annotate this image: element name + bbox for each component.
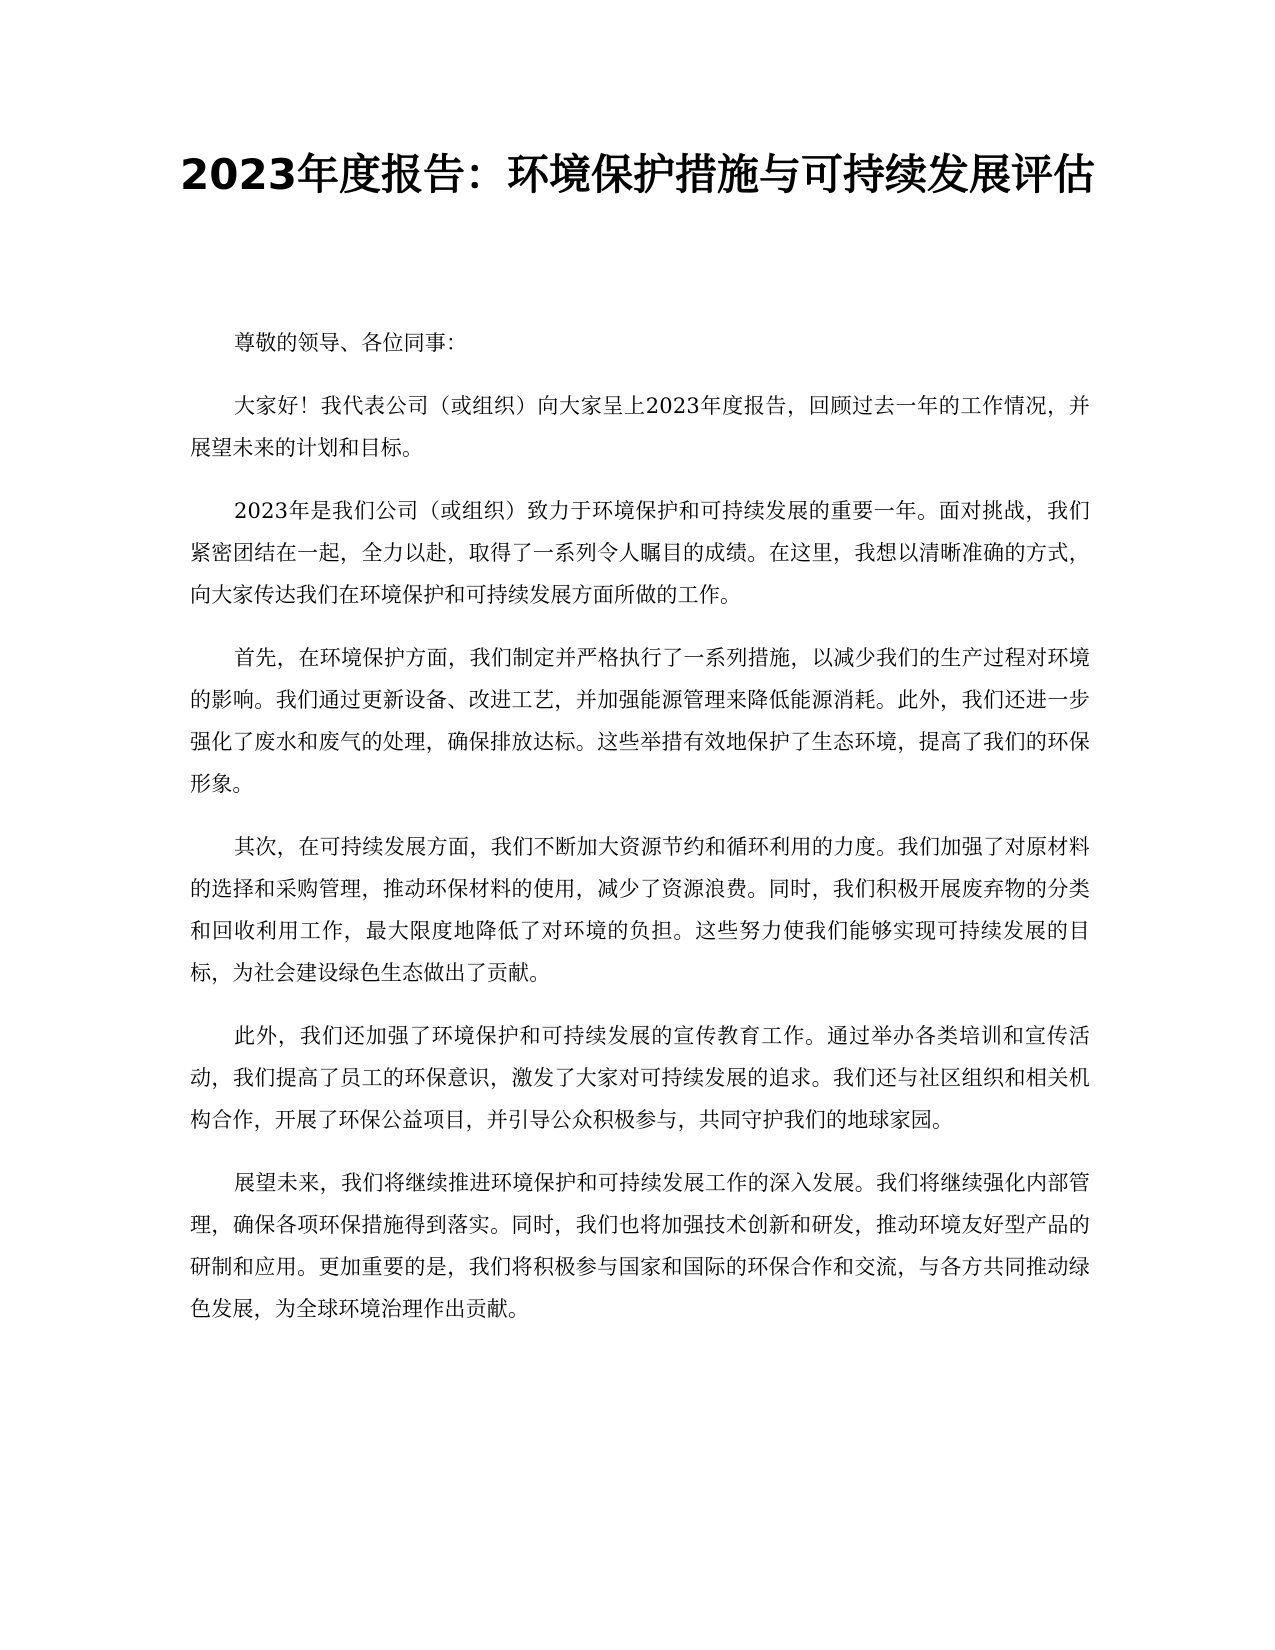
- sustainable-development-paragraph: 其次，在可持续发展方面，我们不断加大资源节约和循环利用的力度。我们加强了对原材料的选择和采购管理，推动环保材料的使用，减少了资源浪费。同时，我们积极开展废弃物的分类和回收利用工作，最大限度地降低了对环境的负担。这些努力使我们能够实现可持续发展的目标，为社会建设绿色生态做出了贡献。: [190, 835, 1090, 985]
- overview-paragraph: 2023年是我们公司（或组织）致力于环境保护和可持续发展的重要一年。面对挑战，我们紧密团结在一起，全力以赴，取得了一系列令人瞩目的成绩。在这里，我想以清晰准确的方式，向大家传达我们在环境保护和可持续发展方面所做的工作。: [190, 499, 1090, 607]
- intro-paragraph: 大家好！我代表公司（或组织）向大家呈上2023年度报告，回顾过去一年的工作情况，并展望未来的计划和目标。: [190, 394, 1090, 460]
- environmental-protection-paragraph: 首先，在环境保护方面，我们制定并严格执行了一系列措施，以减少我们的生产过程对环境的影响。我们通过更新设备、改进工艺，并加强能源管理来降低能源消耗。此外，我们还进一步强化了废水和废气的处理，确保排放达标。这些举措有效地保护了生态环境，提高了我们的环保形象。: [190, 646, 1090, 796]
- salutation-paragraph: 尊敬的领导、各位同事：: [234, 331, 468, 355]
- document-title: 2023年度报告：环境保护措施与可持续发展评估: [180, 150, 1095, 199]
- education-paragraph: 此外，我们还加强了环境保护和可持续发展的宣传教育工作。通过举办各类培训和宣传活动，我们提高了员工的环保意识，激发了大家对可持续发展的追求。我们还与社区组织和相关机构合作，开展了环保公益项目，并引导公众积极参与，共同守护我们的地球家园。: [190, 1024, 1090, 1132]
- outlook-paragraph: 展望未来，我们将继续推进环境保护和可持续发展工作的深入发展。我们将继续强化内部管理，确保各项环保措施得到落实。同时，我们也将加强技术创新和研发，推动环境友好型产品的研制和应用。更加重要的是，我们将积极参与国家和国际的环保合作和交流，与各方共同推动绿色发展，为全球环境治理作出贡献。: [190, 1171, 1090, 1321]
- document-body: [190, 322, 1090, 1351]
